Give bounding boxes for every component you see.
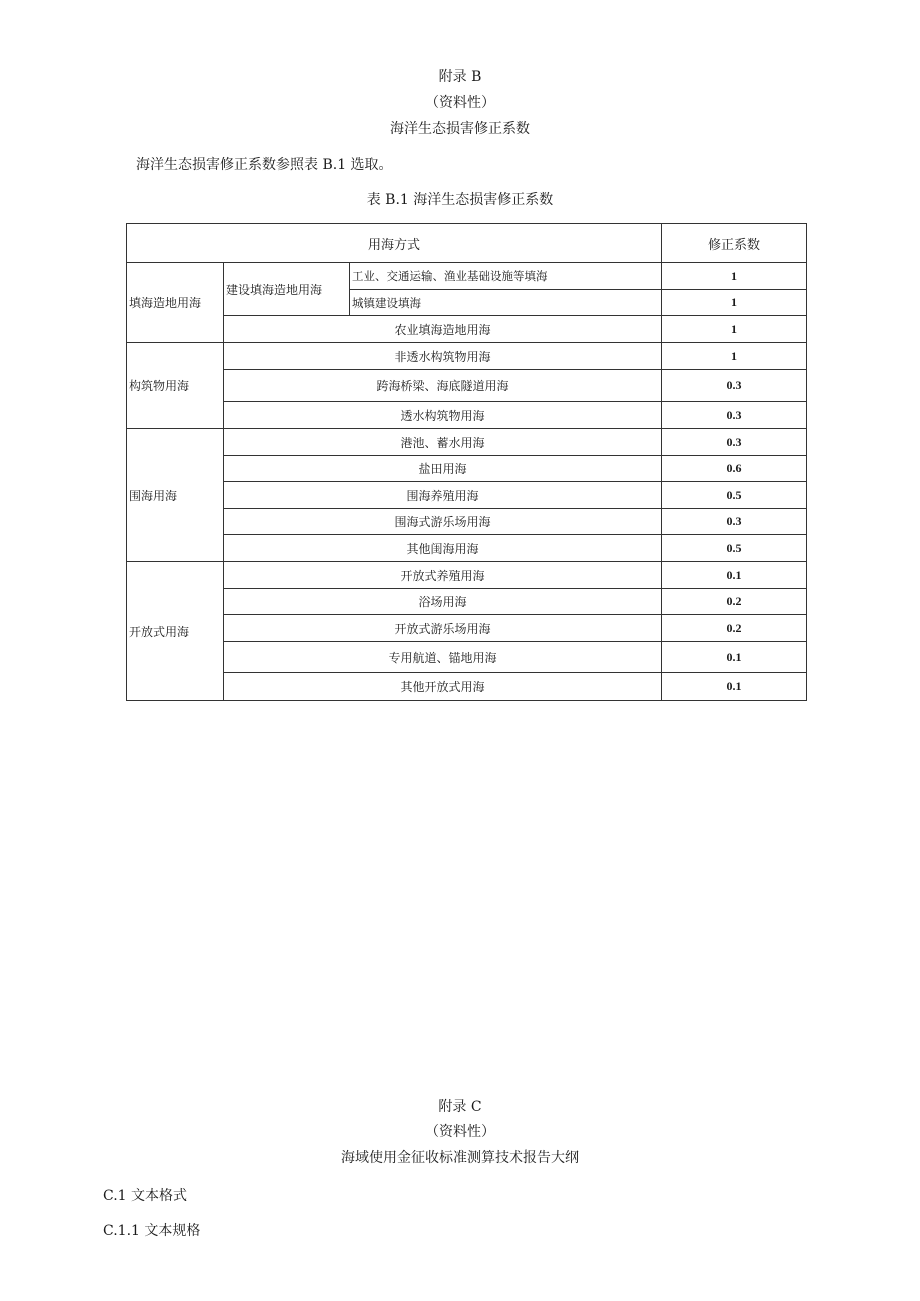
row-label: 城镇建设填海 <box>350 290 662 316</box>
row-coefficient: 0.3 <box>662 509 807 535</box>
appendix-b-name: 海洋生态损害修正系数 <box>390 121 530 137</box>
row-label: 透水构筑物用海 <box>224 402 662 429</box>
row-label: 围海式游乐场用海 <box>224 509 662 535</box>
table-row <box>127 615 807 642</box>
table-row <box>127 535 807 562</box>
row-coefficient: 1 <box>662 316 807 343</box>
row-label: 开放式游乐场用海 <box>224 615 662 642</box>
row-label: 工业、交通运输、渔业基础设施等填海 <box>350 263 662 290</box>
row-coefficient: 0.3 <box>662 402 807 429</box>
table-row <box>127 642 807 673</box>
table-row <box>127 429 807 456</box>
group-name: 围海用海 <box>127 429 224 562</box>
row-label: 非透水构筑物用海 <box>224 343 662 370</box>
section-c1-1-heading: C.1.1 文本规格 <box>103 1223 201 1239</box>
table-row <box>127 370 807 402</box>
header-coefficient: 修正系数 <box>662 224 807 263</box>
row-coefficient: 0.5 <box>662 482 807 509</box>
row-label: 农业填海造地用海 <box>224 316 662 343</box>
table-header-row <box>127 224 807 263</box>
row-coefficient: 0.3 <box>662 370 807 402</box>
row-coefficient: 0.3 <box>662 429 807 456</box>
row-label: 开放式养殖用海 <box>224 562 662 589</box>
table-row <box>127 589 807 615</box>
row-coefficient: 0.1 <box>662 562 807 589</box>
row-coefficient: 0.1 <box>662 673 807 701</box>
row-label: 其他闺海用海 <box>224 535 662 562</box>
row-label: 浴场用海 <box>224 589 662 615</box>
header-method: 用海方式 <box>127 224 662 263</box>
table-row <box>127 456 807 482</box>
section-c1-heading: C.1 文本格式 <box>103 1188 188 1204</box>
table-row <box>127 509 807 535</box>
row-coefficient: 1 <box>662 343 807 370</box>
appendix-b-title: 附录 B <box>438 69 482 85</box>
appendix-c-name: 海域使用金征收标准测算技术报告大纲 <box>341 1150 579 1166</box>
row-label: 围海养殖用海 <box>224 482 662 509</box>
row-label: 跨海桥梁、海底隧道用海 <box>224 370 662 402</box>
table-row <box>127 562 807 589</box>
group-name: 开放式用海 <box>127 562 224 701</box>
appendix-c-type: （资料性） <box>425 1124 495 1140</box>
group-name: 填海造地用海 <box>127 263 224 343</box>
row-coefficient: 0.2 <box>662 589 807 615</box>
row-label: 专用航道、锚地用海 <box>224 642 662 673</box>
row-coefficient: 1 <box>662 263 807 290</box>
appendix-c-title: 附录 C <box>438 1099 482 1115</box>
table-row <box>127 482 807 509</box>
appendix-b-type: （资料性） <box>425 95 495 111</box>
row-coefficient: 0.6 <box>662 456 807 482</box>
row-coefficient: 0.5 <box>662 535 807 562</box>
correction-coefficient-table <box>126 223 807 701</box>
table-row <box>127 673 807 701</box>
table-row <box>127 316 807 343</box>
subgroup-name: 建设填海造地用海 <box>224 263 350 316</box>
table-row <box>127 402 807 429</box>
table-row <box>127 343 807 370</box>
table-row <box>127 263 807 290</box>
row-label: 盐田用海 <box>224 456 662 482</box>
table-caption: 表 B.1 海洋生态损害修正系数 <box>366 192 554 208</box>
row-coefficient: 0.1 <box>662 642 807 673</box>
row-label: 港池、蓄水用海 <box>224 429 662 456</box>
row-label: 其他开放式用海 <box>224 673 662 701</box>
appendix-b-intro: 海洋生态损害修正系数参照表 B.1 选取。 <box>136 157 393 173</box>
row-coefficient: 0.2 <box>662 615 807 642</box>
row-coefficient: 1 <box>662 290 807 316</box>
group-name: 构筑物用海 <box>127 343 224 429</box>
